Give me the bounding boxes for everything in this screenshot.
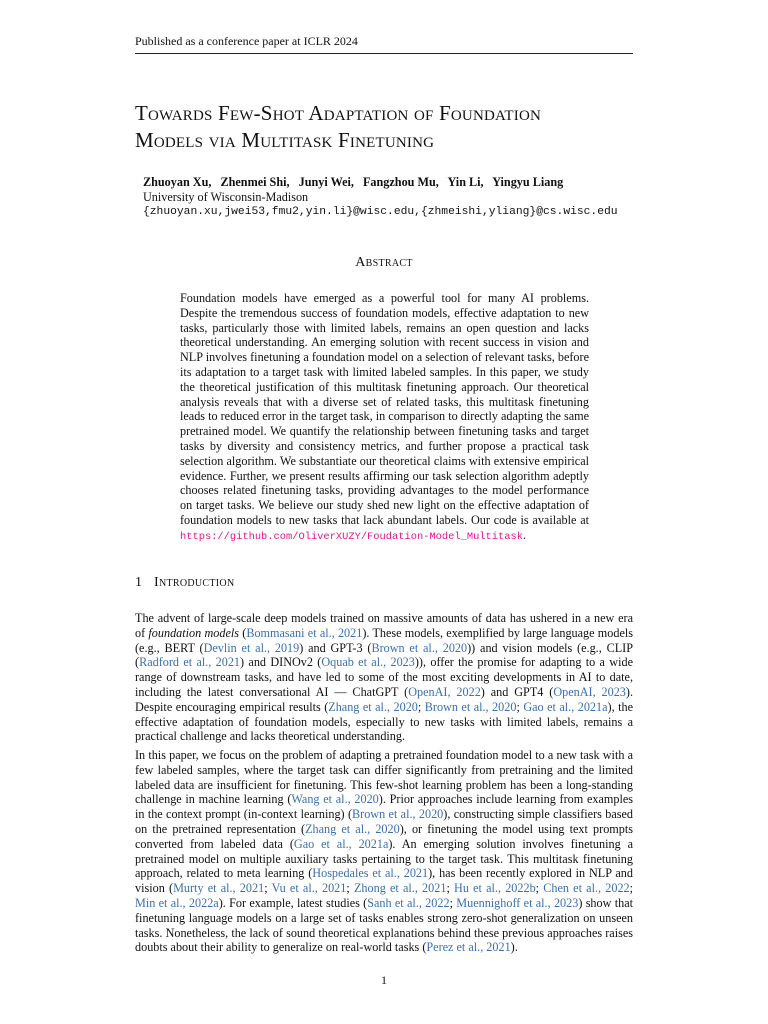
citation-link[interactable]: Gao et al., 2021a bbox=[523, 699, 608, 714]
paragraph-text: ; bbox=[516, 699, 524, 714]
title-line-1: Towards Few-Shot Adaptation of Foundation bbox=[135, 101, 542, 125]
paragraph-text: ; bbox=[264, 881, 272, 896]
author-name: Yingyu Liang bbox=[492, 175, 564, 189]
citation-link[interactable]: Devlin et al., 2019 bbox=[203, 640, 300, 655]
paragraph-text: ). An emerging solution involves finetuning a pretrained model on multiple auxiliary tasks pertaining to the target task. This multitask finetuning approach, related to meta learning ( bbox=[135, 836, 633, 881]
section-title: Introduction bbox=[154, 575, 235, 590]
citation-link[interactable]: Hu et al., 2022b bbox=[454, 881, 536, 896]
citation-link[interactable]: Zhang et al., 2020 bbox=[305, 821, 400, 836]
paragraph-text: ; bbox=[446, 881, 455, 896]
paragraph-text: ), constructing simple classifiers based on the pretrained representation ( bbox=[135, 807, 633, 836]
paragraph-text: )), offer the promise for adapting to a wide range of downstream tasks, and have led to some of the most exciting developments in AI to date, including the latest conversational AI — ChatGPT ( bbox=[135, 655, 633, 699]
page-number: 1 bbox=[381, 973, 387, 987]
author-name: Junyi Wei, bbox=[298, 175, 354, 189]
citation-link[interactable]: Perez et al., 2021 bbox=[426, 940, 511, 955]
author-name: Zhenmei Shi, bbox=[220, 175, 290, 189]
citation-link[interactable]: Oquab et al., 2023 bbox=[321, 655, 415, 670]
citation-link[interactable]: Min et al., 2022a bbox=[135, 895, 219, 910]
paper-title bbox=[135, 100, 655, 154]
citation-link[interactable]: Muennighoff et al., 2023 bbox=[456, 895, 579, 910]
author-name: Yin Li, bbox=[447, 175, 484, 189]
paragraph-text: The advent of large-scale deep models trained on massive amounts of data has ushered in a new era of bbox=[135, 611, 633, 640]
running-header: Published as a conference paper at ICLR 2024 bbox=[135, 34, 633, 54]
citation-link[interactable]: Zhong et al., 2021 bbox=[353, 881, 447, 896]
paragraph-text: ; bbox=[629, 881, 634, 896]
paragraph-text: )) and vision models (e.g., CLIP ( bbox=[135, 640, 633, 670]
abstract-heading: Abstract bbox=[355, 255, 413, 270]
paragraph-text: ) show that finetuning language models on a large set of tasks enables strong zero-shot generalization on unseen tasks. Nonetheless, the lack of sound theoretical explanations behind these previous approaches raises doubts about their ability to generalize on real-world tasks ( bbox=[135, 895, 633, 955]
paragraph-text: ( bbox=[239, 625, 247, 640]
paragraph-text: ) and GPT-3 ( bbox=[299, 640, 372, 655]
author-block bbox=[143, 175, 703, 220]
abstract-body bbox=[180, 291, 589, 545]
intro-paragraph-1 bbox=[135, 611, 633, 744]
citation-link[interactable]: Radford et al., 2021 bbox=[139, 655, 241, 670]
citation-link[interactable]: Chen et al., 2022 bbox=[543, 881, 630, 896]
code-link[interactable]: https://github.com/OliverXUZY/Foudation-Model_Multitask bbox=[180, 530, 523, 543]
citation-link[interactable]: Bommasani et al., 2021 bbox=[246, 625, 363, 640]
paragraph-text: ) and DINOv2 ( bbox=[240, 655, 322, 670]
citation-link[interactable]: Wang et al., 2020 bbox=[291, 792, 379, 807]
intro-paragraph-2 bbox=[135, 748, 633, 955]
citation-link[interactable]: Brown et al., 2020 bbox=[352, 807, 444, 822]
author-names bbox=[143, 175, 703, 190]
emphasis-text: foundation models bbox=[148, 625, 239, 640]
citation-link[interactable]: Murty et al., 2021 bbox=[173, 881, 265, 896]
abstract-text: Foundation models have emerged as a powerful tool for many AI problems. Despite the tremendous success of foundation models, effective adaptation to new tasks, particularly those with limited labels, remains an open question and lacks theoretical understanding. An emerging solution with recent success in vision and NLP involves finetuning a foundation model on a selection of relevant tasks, before its adaptation to a target task with limited labeled samples. In this paper, we study the theoretical justification of this multitask finetuning approach. Our theoretical analysis reveals that with a diverse set of related tasks, this multitask finetuning leads to reduced error in the target task, in comparison to directly adapting the same pretrained model. We quantify the relationship between finetuning tasks and target tasks by diversity and consistency metrics, and further propose a practical task selection algorithm. We substantiate our theoretical claims with extensive empirical evidence. Further, we present results affirming our task selection algorithm adeptly chooses related finetuning tasks, providing advantages to the model performance on target tasks. We believe our study shed new light on the effective adaptation of foundation models to new tasks that lack abundant labels. Our code is available at bbox=[180, 291, 589, 527]
author-name: Zhuoyan Xu, bbox=[143, 175, 212, 189]
paragraph-text: ). These models, exemplified by large language models (e.g., BERT ( bbox=[135, 625, 633, 655]
paragraph-text: ). Despite encouraging empirical results ( bbox=[135, 684, 633, 714]
section-heading bbox=[135, 575, 234, 591]
paragraph-text: ), or finetuning the model using text prompts converted from labeled data ( bbox=[135, 821, 633, 851]
paragraph-text: ; bbox=[417, 699, 425, 714]
paragraph-text: ), the effective adaptation of foundation models, especially to new tasks with limited labels, remains a practical challenge and lacks theoretical understanding. bbox=[135, 699, 633, 744]
citation-link[interactable]: Gao et al., 2021a bbox=[293, 836, 389, 851]
citation-link[interactable]: OpenAI, 2023 bbox=[553, 684, 626, 699]
paragraph-text: ). For example, latest studies ( bbox=[218, 895, 368, 910]
paragraph-text: ) and GPT4 ( bbox=[480, 684, 554, 699]
citation-link[interactable]: Vu et al., 2021 bbox=[271, 881, 347, 896]
author-name: Fangzhou Mu, bbox=[362, 175, 439, 189]
citation-link[interactable]: OpenAI, 2022 bbox=[408, 684, 481, 699]
author-emails[interactable]: {zhuoyan.xu,jwei53,fmu2,yin.li}@wisc.edu,{zhmeishi,yliang}@cs.wisc.edu bbox=[143, 206, 618, 218]
title-line-2: Models via Multitask Finetuning bbox=[135, 128, 435, 152]
paragraph-text: ; bbox=[346, 881, 354, 896]
citation-link[interactable]: Sanh et al., 2022 bbox=[367, 895, 450, 910]
citation-link[interactable]: Zhang et al., 2020 bbox=[328, 699, 418, 714]
section-number: 1 bbox=[135, 575, 142, 590]
paragraph-text: ; bbox=[535, 881, 544, 896]
citation-link[interactable]: Brown et al., 2020 bbox=[371, 640, 468, 655]
paragraph-text: ; bbox=[449, 895, 457, 910]
paragraph-text: ), has been recently explored in NLP and vision ( bbox=[135, 866, 633, 896]
affiliation: University of Wisconsin-Madison bbox=[143, 190, 309, 204]
paragraph-text: ). Prior approaches include learning from examples in the context prompt (in-context learning) ( bbox=[135, 792, 633, 822]
paragraph-text: In this paper, we focus on the problem of adapting a pretrained foundation model to a new task with a few labeled samples, where the target task can differ significantly from pretraining and the limited labeled data are insufficient for finetuning. This few-shot learning problem has been a long-standing challenge in machine learning ( bbox=[135, 748, 633, 807]
paragraph-text: ). bbox=[510, 940, 518, 955]
abstract-end: . bbox=[522, 527, 526, 542]
citation-link[interactable]: Hospedales et al., 2021 bbox=[312, 866, 429, 881]
citation-link[interactable]: Brown et al., 2020 bbox=[424, 699, 517, 714]
